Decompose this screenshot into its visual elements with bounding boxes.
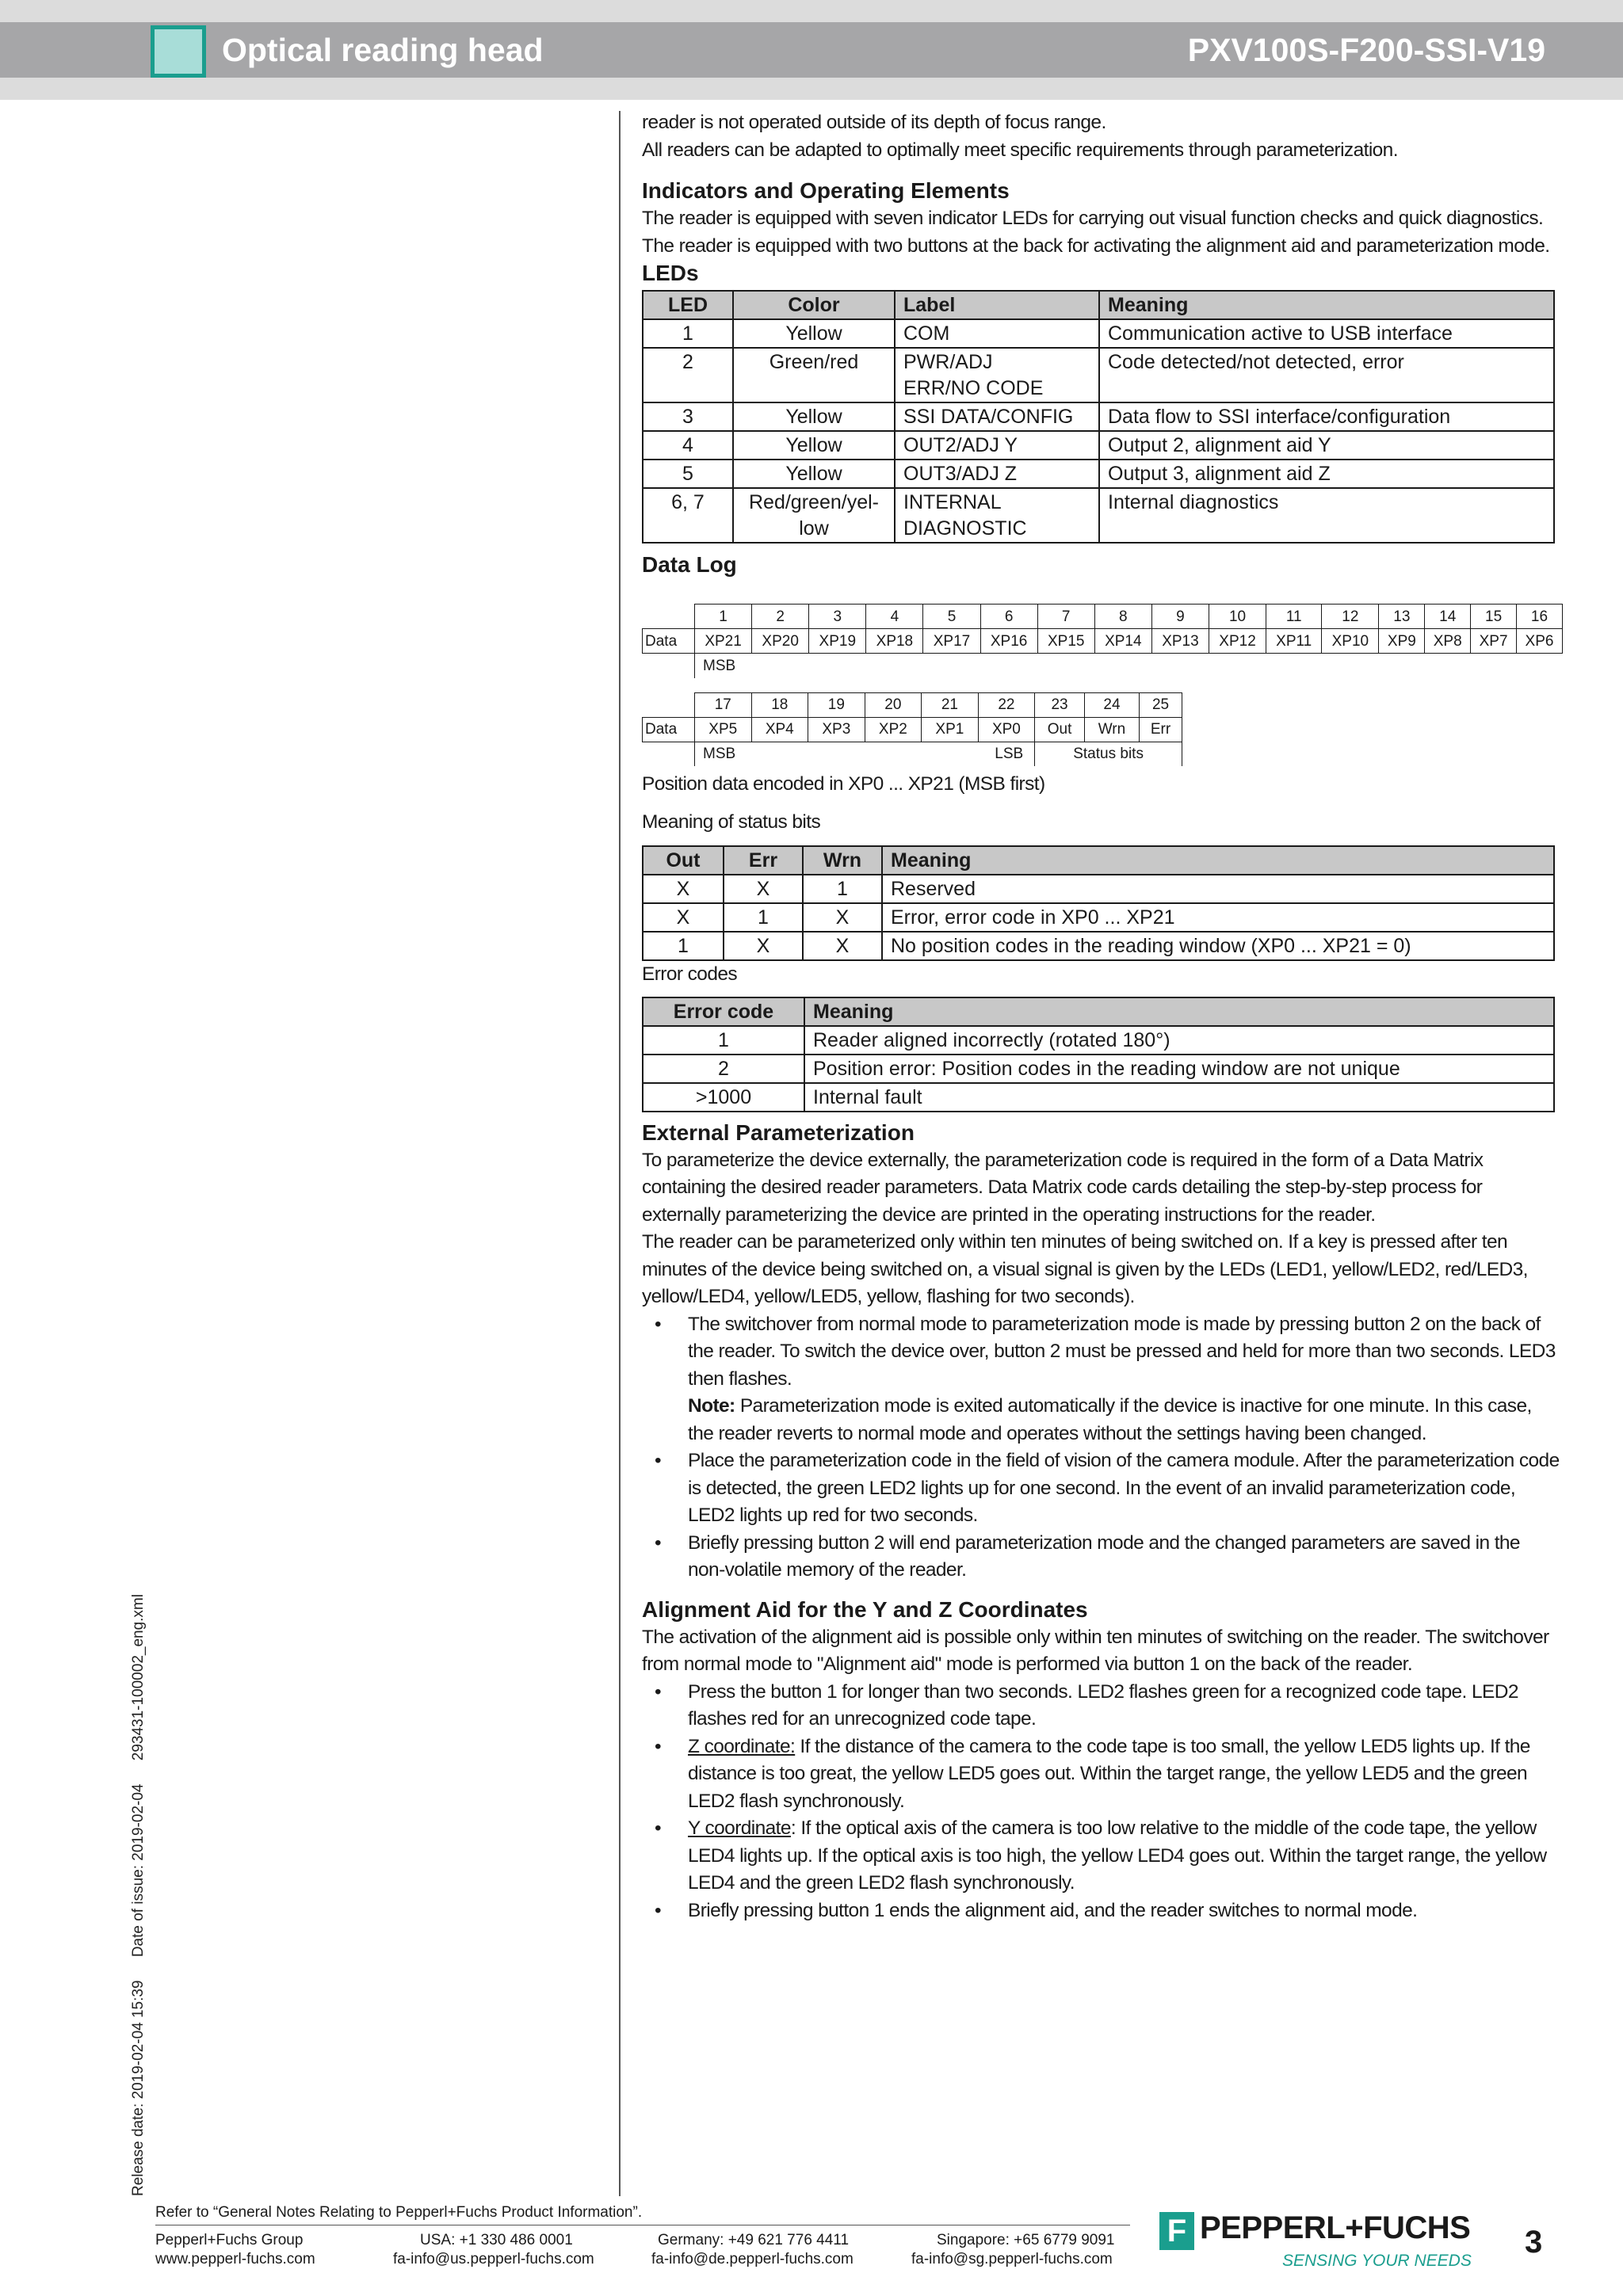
doc-id: 293431-100002_eng.xml (130, 1594, 147, 1761)
msb-marker: MSB (703, 746, 736, 763)
table-row: 5 Yellow OUT3/ADJ Z Output 3, alignment aid Z (643, 460, 1554, 488)
external-p1: To parameterize the device externally, the parameterization code is required in the form of a Data Matrix containing the desired reader parameters. Data Matrix code cards detailing the step-by-step process for externally parameterizing the device are printed in the operating instructions for the reader. (642, 1149, 1484, 1226)
bit-row: 1 2 3 4 5 6 7 8 9 10 11 12 13 14 15 16 (643, 605, 1563, 629)
bit-row: 17 18 19 20 21 22 23 24 25 (643, 692, 1182, 717)
data-log-table-1 (642, 604, 1563, 678)
list-item: • Briefly pressing button 2 will end parameterization mode and the changed parameters are saved in the non-volatile memory of the reader. (642, 1530, 1560, 1585)
leds-heading: LEDs (642, 261, 699, 285)
external-list (642, 1311, 1560, 1585)
release-date: Release date: 2019-02-04 15:39 (130, 1980, 147, 2196)
col-led: LED (643, 291, 733, 319)
intro-p1: reader is not operated outside of its depth of focus range. (642, 112, 1106, 133)
error-codes-table: Error code Meaning 1 Reader aligned incorrectly (rotated 180°) 2 Position error: Position codes in the reading window are not unique >1000 Internal fault (642, 997, 1555, 1112)
list-item: • Y coordinate: If the optical axis of the camera is too low relative to the middle of the code tape, the yellow LED4 lights up. If the optical axis is too high, the yellow LED4 goes out. Within the target range, the yellow LED4 and the green LED2 flash synchronously. (642, 1815, 1560, 1897)
data-log-table-2 (642, 692, 1182, 767)
main-content (642, 109, 1560, 1924)
external-heading: External Parameterization (642, 1119, 915, 1145)
indicators-heading: Indicators and Operating Elements (642, 178, 1010, 203)
page-title: Optical reading head (222, 32, 544, 68)
company-logo: PEPPERL+FUCHS (1200, 2210, 1471, 2245)
page-number: 3 (1525, 2225, 1543, 2260)
position-note: Position data encoded in XP0 ... XP21 (MSB first) (642, 773, 1045, 795)
col-meaning: Meaning (1099, 291, 1554, 319)
table-row: 2 Green/red PWR/ADJ ERR/NO CODE Code detected/not detected, error (643, 348, 1554, 402)
status-caption: Meaning of status bits (642, 810, 821, 833)
table-row: 1 X X No position codes in the reading window (XP0 ... XP21 = 0) (643, 932, 1554, 960)
status-bits-label: Status bits (1035, 742, 1182, 766)
msb-marker: MSB (695, 654, 1563, 678)
pepperl-fuchs-logo-icon: F (1159, 2212, 1194, 2250)
table-row: 4 Yellow OUT2/ADJ Y Output 2, alignment aid Y (643, 431, 1554, 460)
data-log-heading: Data Log (642, 552, 737, 577)
company-tagline: SENSING YOUR NEEDS (1282, 2252, 1472, 2270)
note-label: Note: (688, 1395, 735, 1417)
led-table (642, 290, 1555, 543)
footer-de-mail[interactable]: fa-info@de.pepperl-fuchs.com (651, 2251, 854, 2267)
msb-row (643, 654, 1563, 678)
footer-web[interactable]: www.pepperl-fuchs.com (155, 2251, 315, 2267)
header-logo-box (151, 25, 206, 78)
external-p2: The reader can be parameterized only within ten minutes of being switched on. If a key is pressed after ten minutes of the device being switched on, a visual signal is given by the LEDs (LED1, yellow/LED2, red/LED3, yellow/LED4, yellow/LED5, yellow, flashing for two seconds). (642, 1231, 1528, 1307)
marker-row (643, 742, 1182, 766)
footer-usa-phone: USA: +1 330 486 0001 (420, 2232, 573, 2248)
list-item: • Press the button 1 for longer than two seconds. LED2 flashes green for a recognized code tape. LED2 flashes red for an unrecognized code tape. (642, 1679, 1560, 1733)
footer-usa-mail[interactable]: fa-info@us.pepperl-fuchs.com (393, 2251, 594, 2267)
table-row: X 1 X Error, error code in XP0 ... XP21 (643, 903, 1554, 932)
footer-group: Pepperl+Fuchs Group (155, 2232, 304, 2248)
column-divider (619, 111, 621, 2196)
col-color: Color (733, 291, 895, 319)
footer-sg-mail[interactable]: fa-info@sg.pepperl-fuchs.com (911, 2251, 1113, 2267)
led-table-header (643, 291, 1554, 319)
data-row: Data XP5 XP4 XP3 XP2 XP1 XP0 Out Wrn Err (643, 717, 1182, 742)
indicators-p2: The reader is equipped with two buttons at the back for activating the alignment aid and parameterization mode. (642, 235, 1550, 257)
alignment-heading: Alignment Aid for the Y and Z Coordinates (642, 1596, 1088, 1622)
top-band (0, 0, 1623, 22)
lsb-marker: LSB (995, 746, 1024, 763)
table-row: >1000 Internal fault (643, 1083, 1554, 1112)
product-code: PXV100S-F200-SSI-V19 (1187, 32, 1545, 68)
status-table: Out Err Wrn Meaning X X 1 Reserved X 1 X Error, error code in XP0 ... XP21 1 X X No position codes in the reading window (XP0 ... XP21 = 0) (642, 845, 1555, 961)
list-item: • Z coordinate: If the distance of the camera to the code tape is too small, the yellow LED5 lights up. If the distance is too great, the yellow LED5 goes out. Within the target range, the yellow LED5 and the green LED2 flash synchronously. (642, 1733, 1560, 1816)
table-row: 3 Yellow SSI DATA/CONFIG Data flow to SSI interface/configuration (643, 402, 1554, 431)
indicators-p1: The reader is equipped with seven indicator LEDs for carrying out visual function checks and quick diagnostics. (642, 208, 1544, 229)
footer-reference: Refer to “General Notes Relating to Pepperl+Fuchs Product Information”. (155, 2204, 643, 2221)
data-row: Data XP21 XP20 XP19 XP18 XP17 XP16 XP15 XP14 XP13 XP12 XP11 XP10 XP9 XP8 XP7 XP6 (643, 629, 1563, 654)
table-row: 2 Position error: Position codes in the reading window are not unique (643, 1055, 1554, 1083)
issue-date: Date of issue: 2019-02-04 (130, 1783, 147, 1958)
list-item: • The switchover from normal mode to parameterization mode is made by pressing button 2 on the back of the reader. To switch the device over, button 2 must be pressed and held for more than two seconds. LED3 then flashes. Note: Parameterization mode is exited automatically if the device is inactive for one minute. In this case, the reader reverts to normal mode and operates without the settings having been changed. (642, 1311, 1560, 1448)
table-row: 1 Yellow COM Communication active to USB interface (643, 319, 1554, 348)
list-item: • Place the parameterization code in the field of vision of the camera module. After the parameterization code is detected, the green LED2 lights up for one second. In the event of an invalid parameterization code, LED2 lights up red for two seconds. (642, 1447, 1560, 1530)
table-row: X X 1 Reserved (643, 875, 1554, 903)
alignment-p1: The activation of the alignment aid is possible only within ten minutes of switching on the reader. The switchover from normal mode to "Alignment aid" mode is performed via button 1 on the back of the reader. (642, 1626, 1549, 1675)
col-label: Label (895, 291, 1099, 319)
table-row: 1 Reader aligned incorrectly (rotated 180°) (643, 1026, 1554, 1055)
intro-p2: All readers can be adapted to optimally meet specific requirements through parameterization. (642, 139, 1398, 161)
table-row: 6, 7 Red/green/yel- low INTERNAL DIAGNOSTIC Internal diagnostics (643, 488, 1554, 543)
alignment-list (642, 1679, 1560, 1925)
footer-sg-phone: Singapore: +65 6779 9091 (937, 2232, 1115, 2248)
error-codes-caption: Error codes (642, 963, 738, 985)
sub-band (0, 78, 1623, 100)
footer-de-phone: Germany: +49 621 776 4411 (658, 2232, 850, 2248)
release-info (130, 1575, 147, 2196)
list-item: • Briefly pressing button 1 ends the alignment aid, and the reader switches to normal mode. (642, 1897, 1560, 1925)
